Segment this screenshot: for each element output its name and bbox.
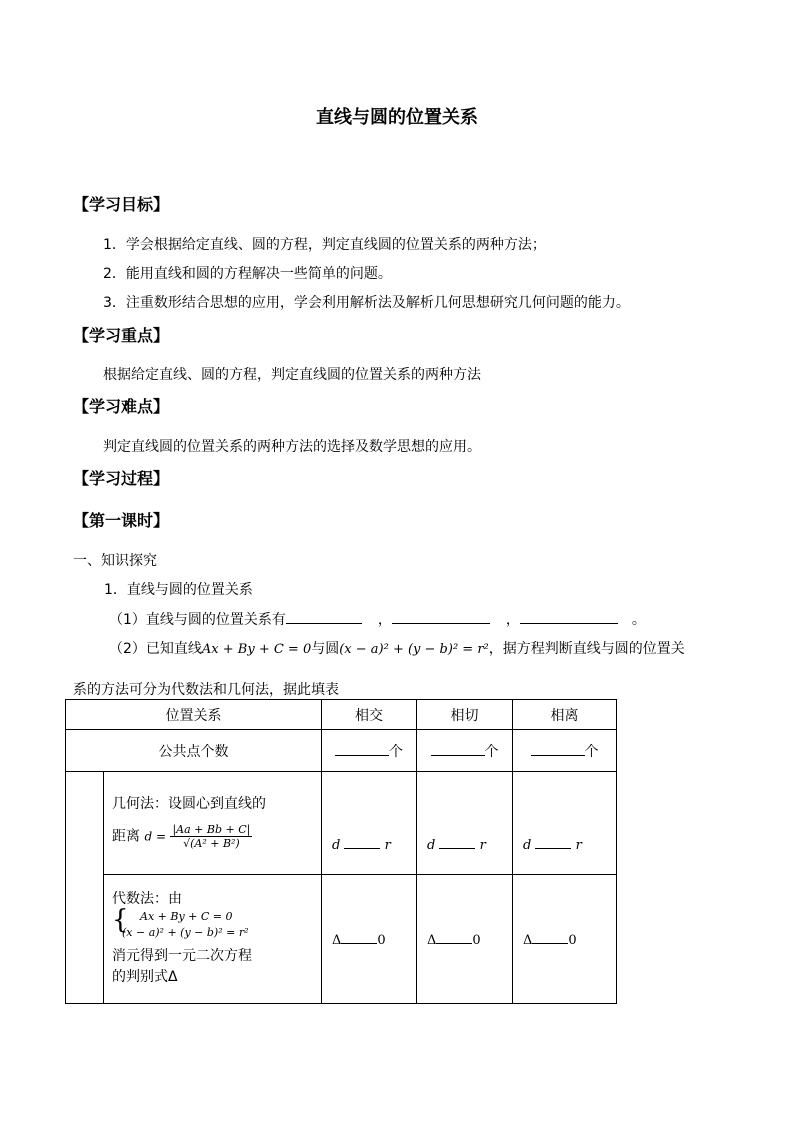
equation-system <box>112 904 321 942</box>
question-2-continued: 系的方法可分为代数法和几何法，据此填表 <box>73 682 339 698</box>
count-blank-tangent[interactable] <box>431 741 485 756</box>
answer-blank-1[interactable] <box>286 609 362 624</box>
question-1 <box>109 609 646 629</box>
alg-line4: 的判别式Δ <box>112 969 178 986</box>
header-position: 位置关系 <box>66 700 322 730</box>
alg-separate <box>513 875 617 1004</box>
distance-denominator: √(A² + B²) <box>183 836 240 850</box>
alg-tangent <box>417 875 513 1004</box>
relation-table <box>65 699 617 1004</box>
distance-numerator: |Aa + Bb + C| <box>172 822 251 836</box>
relation-blank-tangent[interactable] <box>439 836 475 849</box>
question-2 <box>109 638 685 658</box>
unit-ge: 个 <box>584 743 599 760</box>
brace-icon: { <box>112 904 129 935</box>
common-points-tangent <box>417 730 513 772</box>
header-tangent: 相切 <box>417 700 513 730</box>
question-2-prefix: （2）已知直线 <box>109 641 202 657</box>
common-points-intersect <box>322 730 417 772</box>
algebraic-method-cell <box>104 875 322 1004</box>
header-separate: 相离 <box>513 700 617 730</box>
focus-heading: 【学习重点】 <box>73 326 170 345</box>
zero: 0 <box>568 932 577 948</box>
count-blank-separate[interactable] <box>531 741 585 756</box>
explore-item-1: 1．直线与圆的位置关系 <box>104 582 253 598</box>
difficulty-heading: 【学习难点】 <box>73 397 170 416</box>
geom-separate <box>513 772 617 875</box>
system-eq-1: Ax + By + C = 0 <box>140 909 233 923</box>
answer-blank-2[interactable] <box>392 609 490 624</box>
d-symbol: d <box>332 837 341 853</box>
system-eq-2: (x − a)² + (y − b)² = r² <box>122 926 249 940</box>
answer-blank-3[interactable] <box>520 609 618 624</box>
alg-label: 代数法：由 <box>112 891 182 908</box>
delta-symbol: Δ <box>427 932 437 948</box>
relation-blank-separate[interactable] <box>535 836 571 849</box>
delta-symbol: Δ <box>523 932 533 948</box>
delta-blank-intersect[interactable] <box>341 931 377 944</box>
unit-ge: 个 <box>389 743 403 760</box>
goals-heading: 【学习目标】 <box>73 195 170 214</box>
method-column <box>66 772 104 1004</box>
r-symbol: r <box>575 837 582 853</box>
unit-ge: 个 <box>484 743 499 760</box>
r-symbol: r <box>479 837 486 853</box>
count-blank-intersect[interactable] <box>335 741 389 756</box>
period: 。 <box>631 612 646 628</box>
d-symbol: d <box>427 837 436 853</box>
question-1-text: （1）直线与圆的位置关系有 <box>109 612 286 628</box>
geom-intersect <box>322 772 417 875</box>
comma-1: ， <box>377 612 392 628</box>
goal-item-2: 2．能用直线和圆的方程解决一些简单的问题。 <box>103 266 392 282</box>
geometric-method-cell <box>104 772 322 875</box>
question-2-mid: 与圆 <box>311 641 340 657</box>
alg-line3: 消元得到一元二次方程 <box>112 947 252 964</box>
alg-intersect <box>322 875 417 1004</box>
process-heading: 【学习过程】 <box>73 469 170 488</box>
question-2-suffix: ，据方程判断直线与圆的位置关 <box>488 641 685 657</box>
difficulty-text: 判定直线圆的位置关系的两种方法的选择及数学思想的应用。 <box>103 439 481 455</box>
delta-blank-tangent[interactable] <box>436 931 472 944</box>
lesson-heading: 【第一课时】 <box>73 511 170 530</box>
circle-equation: (x − a)² + (y − b)² = r² <box>339 642 489 657</box>
geom-label-line1: 几何法：设圆心到直线的 <box>112 795 266 812</box>
page-title: 直线与圆的位置关系 <box>316 107 478 128</box>
d-symbol: d <box>523 837 532 853</box>
goal-item-1: 1．学会根据给定直线、圆的方程，判定直线圆的位置关系的两种方法； <box>103 237 546 253</box>
header-intersect: 相交 <box>322 700 417 730</box>
comma-2: ， <box>505 612 520 628</box>
delta-symbol: Δ <box>332 932 342 948</box>
distance-formula <box>112 823 321 850</box>
common-points-separate <box>513 730 617 772</box>
d-equals: d = <box>144 829 167 844</box>
common-points-label: 公共点个数 <box>66 730 322 772</box>
distance-fraction <box>170 823 252 850</box>
focus-text: 根据给定直线、圆的方程，判定直线圆的位置关系的两种方法 <box>103 367 481 383</box>
geom-label-line2: 距离 <box>112 828 140 845</box>
zero: 0 <box>472 932 481 948</box>
line-equation: Ax + By + C = 0 <box>201 642 312 657</box>
delta-blank-separate[interactable] <box>532 931 568 944</box>
explore-part-label: 一、知识探究 <box>73 553 157 569</box>
zero: 0 <box>377 932 386 948</box>
r-symbol: r <box>384 837 391 853</box>
relation-blank-intersect[interactable] <box>344 836 380 849</box>
goal-item-3: 3．注重数形结合思想的应用，学会利用解析法及解析几何思想研究几何问题的能力。 <box>103 295 630 311</box>
geom-tangent <box>417 772 513 875</box>
